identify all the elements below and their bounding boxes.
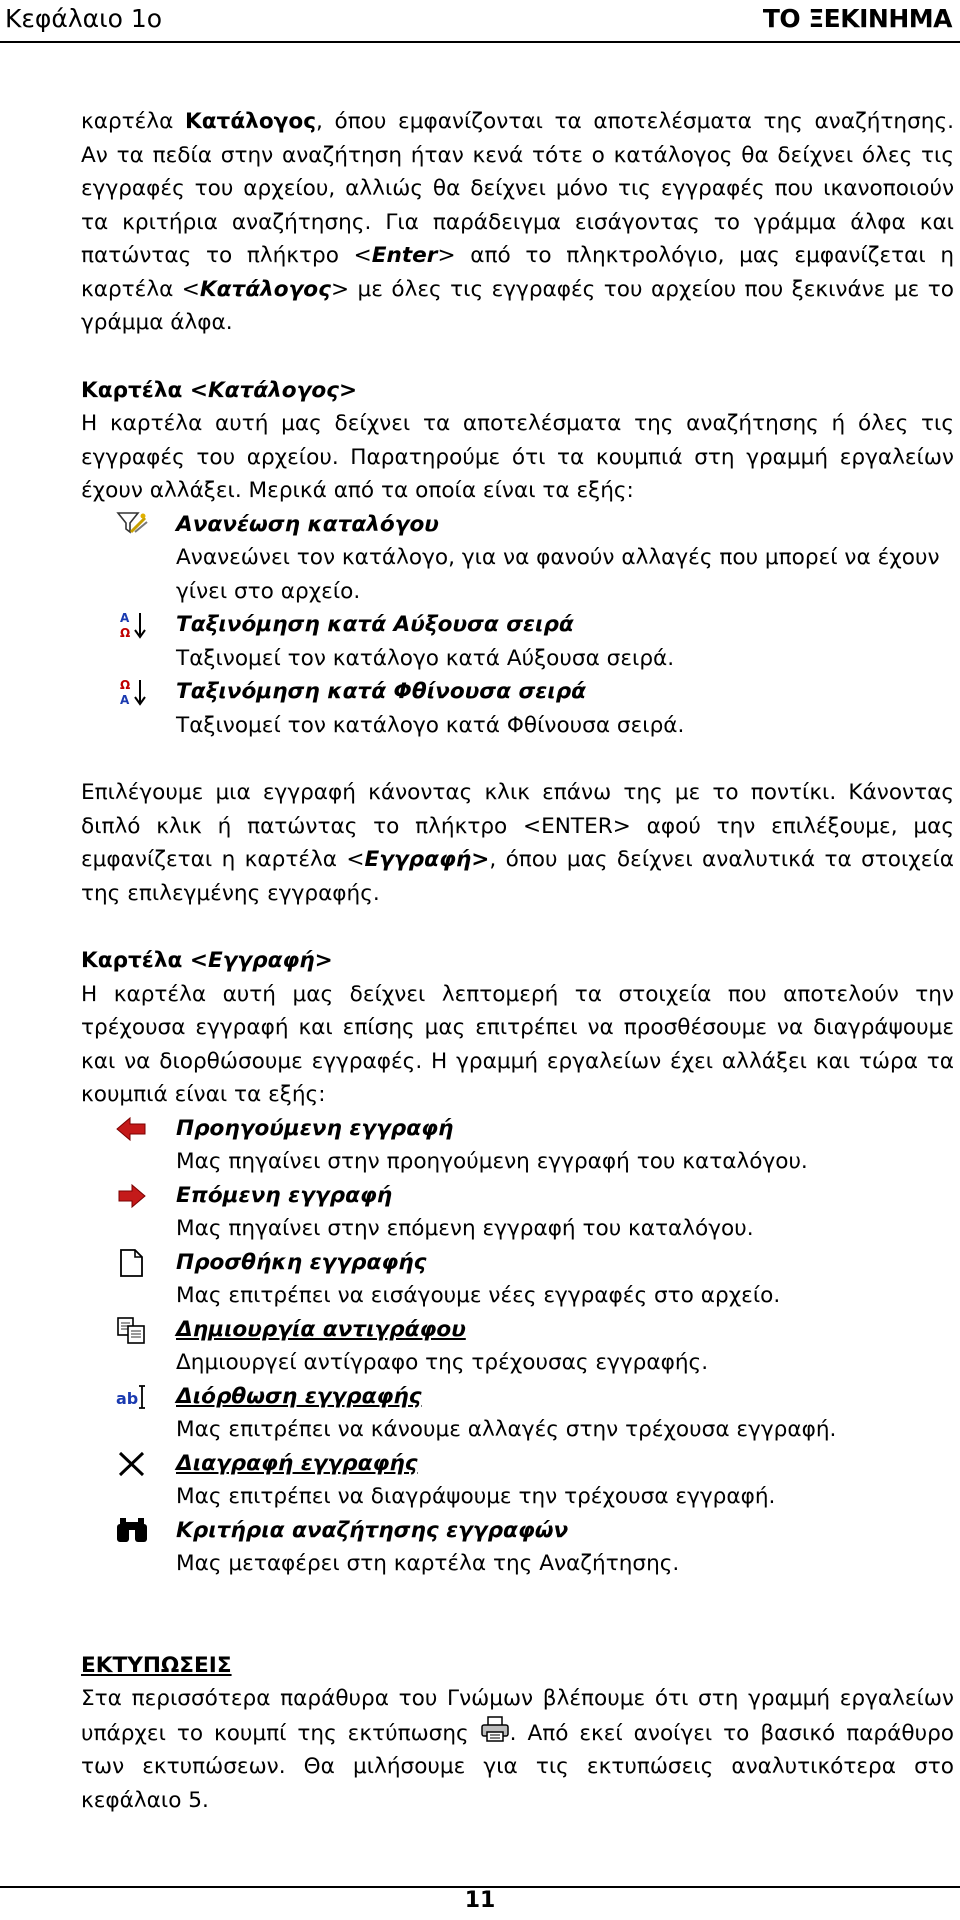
sort-ascending-icon [115,610,149,640]
chapter-label: Κεφάλαιο 1ο [5,4,163,33]
arrow-left-icon [115,1114,149,1144]
printing-paragraph: Στα περισσότερα παράθυρα του Γνώμων βλέπουμε ότι στη γραμμή εργαλείων υπάρχει το κουμπί της εκτύπωσης . Από εκεί ανοίγει το βασικό παράθυρο των εκτυπώσεων. Θα μιλήσουμε για τις εκτυπώσεις αναλυτικότερα στο κεφάλαιο 5. [81,1686,954,1813]
catalog-item-refresh: Ανανέωση καταλόγου Ανανεώνει τον κατάλογο, για να φανούν αλλαγές που μπορεί να έχουν γίνει στο αρχείο. [81,508,954,609]
arrow-right-icon [115,1181,149,1211]
record-item-search-criteria: Κριτήρια αναζήτησης εγγραφών Μας μεταφέρει στη καρτέλα της Αναζήτησης. [81,1514,954,1581]
select-paragraph: Επιλέγουμε μια εγγραφή κάνοντας κλικ επάνω της με το ποντίκι. Κάνοντας διπλό κλικ ή πατώντας το πλήκτρο <ENTER> αφού την επιλέξουμε, μας εμφανίζεται η καρτέλα <Εγγραφή>, όπου μας δείχνει αναλυτικά τα στοιχεία της επιλεγμένης εγγραφής. [81,780,954,906]
svg-text:Ω: Ω [120,626,131,640]
edit-text-icon [115,1382,149,1412]
binoculars-icon [115,1516,149,1546]
copy-icon [115,1315,149,1345]
record-body: Η καρτέλα αυτή μας δείχνει λεπτομερή τα στοιχεία που αποτελούν την τρέχουσα εγγραφή και επίσης μας επιτρέπει να προσθέσουμε να διαγράψουμε και να διορθώσουμε εγγραφές. Η γραμμή εργαλείων έχει αλλάξει και τώρα τα κουμπιά είναι τα εξής: [81,981,954,1107]
page-header [0,0,960,44]
catalog-heading: Καρτέλα <Κατάλογος> [81,377,358,403]
svg-text:ab: ab [116,1388,139,1408]
record-item-previous: Προηγούμενη εγγραφή Μας πηγαίνει στην προηγούμενη εγγραφή του καταλόγου. [81,1112,954,1179]
sort-descending-icon [115,677,149,707]
record-item-edit: ab Διόρθωση εγγραφής Μας επιτρέπει να κάνουμε αλλαγές στην τρέχουσα εγγραφή. [116,1383,837,1442]
section-label: ΤΟ ΞΕΚΙΝΗΜΑ [762,4,952,33]
catalog-item-sort-asc: A Ω Ταξινόμηση κατά Αύξουσα σειρά Ταξινομεί τον κατάλογο κατά Αύξουσα σειρά. [81,608,954,675]
svg-text:A: A [120,611,130,625]
catalog-body: Η καρτέλα αυτή μας δείχνει τα αποτελέσματα της αναζήτησης ή όλες τις εγγραφές του αρχείου. Παρατηρούμε ότι τα κουμπιά στη γραμμή εργαλείων έχουν αλλάξει. Μερικά από τα οποία είναι τα εξής: [81,411,954,503]
header-rule [0,41,960,43]
intro-paragraph: καρτέλα Κατάλογος, όπου εμφανίζονται τα αποτελέσματα της αναζήτησης. Αν τα πεδία στην αναζήτηση ήταν κενά τότε ο κατάλογος θα δείχνει όλες τις εγγραφές του αρχείου, αλλιώς θα δείχνει μόνο τις εγγραφές που ικανοποιούν τα κριτήρια αναζήτησης. Για παράδειγμα εισάγοντας το γράμμα άλφα και πατώντας το πλήκτρο <Enter> από το πληκτρολόγιο, μας εμφανίζεται η καρτέλα <Κατάλογος> με όλες τις εγγραφές του αρχείου που ξεκινάνε με το γράμμα άλφα. [81,109,955,335]
record-item-copy: Δημιουργία αντιγράφου Δημιουργεί αντίγραφο της τρέχουσας εγγραφής. [81,1313,954,1380]
printer-icon [480,1716,510,1742]
page-content [81,105,954,1817]
catalog-item-sort-desc: Ω A Ταξινόμηση κατά Φθίνουσα σειρά Ταξινομεί τον κατάλογο κατά Φθίνουσα σειρά. [81,675,954,742]
record-item-delete: Διαγραφή εγγραφής Μας επιτρέπει να διαγράψουμε την τρέχουσα εγγραφή. [81,1447,954,1514]
refresh-filter-icon [115,510,149,540]
new-document-icon [115,1248,149,1278]
delete-x-icon [115,1449,149,1479]
printing-title: ΕΚΤΥΠΩΣΕΙΣ [81,1652,232,1678]
svg-text:Ω: Ω [120,678,131,692]
svg-text:A: A [120,693,130,707]
record-heading: Καρτέλα <Εγγραφή> [81,948,333,973]
page-number: 11 [464,1888,496,1913]
record-item-add: Προσθήκη εγγραφής Μας επιτρέπει να εισάγουμε νέες εγγραφές στο αρχείο. [81,1246,954,1313]
record-item-next: Επόμενη εγγραφή Μας πηγαίνει στην επόμενη εγγραφή του καταλόγου. [81,1179,954,1246]
